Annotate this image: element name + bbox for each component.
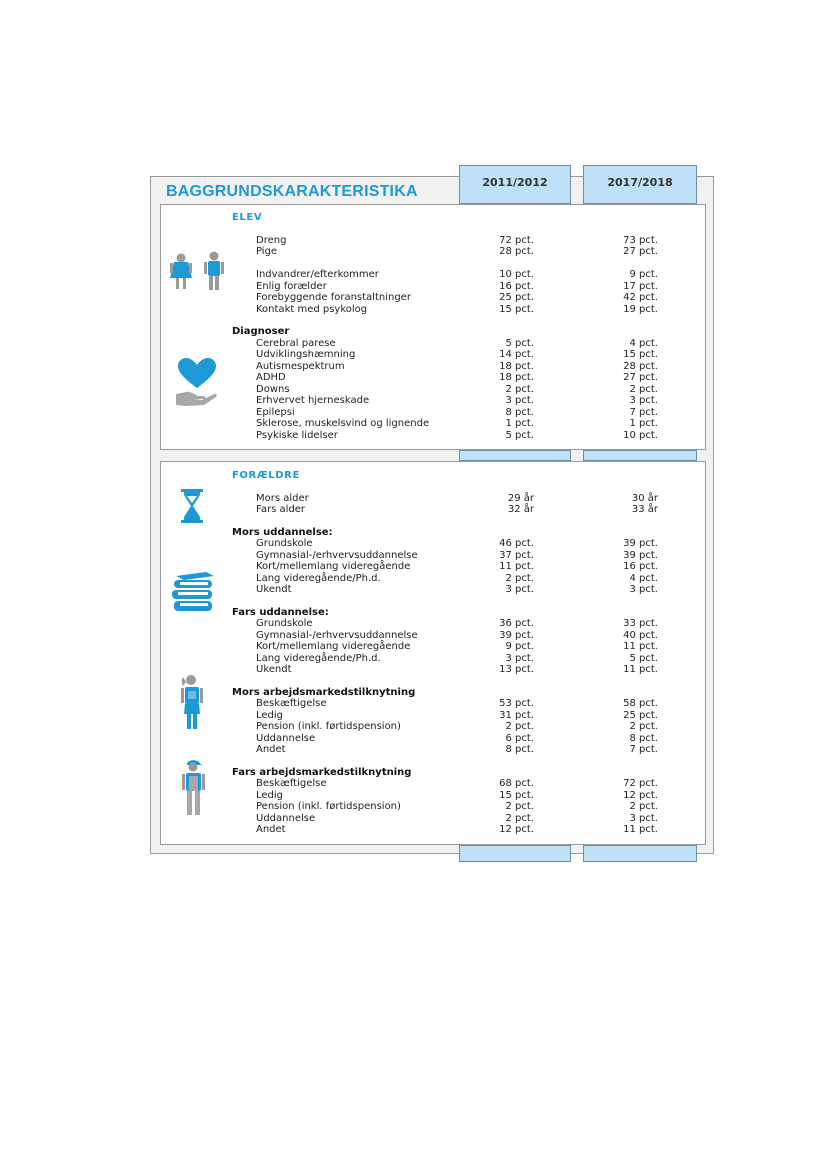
value-2011: 25 pct. <box>499 292 534 303</box>
heading-fars-arbejde: Fars arbejdsmarkedstilknytning <box>232 767 412 778</box>
row-label: Enlig forælder <box>256 281 327 292</box>
page-title: BAGGRUNDSKARAKTERISTIKA <box>166 183 418 200</box>
row-label: Psykiske lidelser <box>256 430 338 441</box>
value-2017: 42 pct. <box>623 292 658 303</box>
value-2017: 3 pct. <box>629 813 658 824</box>
value-2017: 25 pct. <box>623 710 658 721</box>
value-2011: 46 pct. <box>499 538 534 549</box>
value-2011: 14 pct. <box>499 349 534 360</box>
value-2011: 2 pct. <box>505 573 534 584</box>
row-label: Kort/mellemlang videregående <box>256 561 411 572</box>
row-label: Indvandrer/efterkommer <box>256 269 379 280</box>
value-2017: 30 år <box>631 493 658 504</box>
value-2011: 28 pct. <box>499 246 534 257</box>
value-2017: 2 pct. <box>629 801 658 812</box>
value-2017: 16 pct. <box>623 561 658 572</box>
value-2011: 8 pct. <box>505 744 534 755</box>
column-header-2011-2012: 2011/2012 <box>459 165 571 204</box>
row-label: Downs <box>256 384 290 395</box>
row-label: Ukendt <box>256 584 292 595</box>
value-2017: 73 pct. <box>623 235 658 246</box>
value-2017: 2 pct. <box>629 384 658 395</box>
row-label: Grundskole <box>256 538 313 549</box>
value-2011: 29 år <box>507 493 534 504</box>
row-label: Andet <box>256 824 286 835</box>
value-2017: 4 pct. <box>629 338 658 349</box>
value-2017: 1 pct. <box>629 418 658 429</box>
value-2011: 2 pct. <box>505 384 534 395</box>
value-2017: 8 pct. <box>629 733 658 744</box>
row-label: Gymnasial-/erhvervsuddannelse <box>256 630 418 641</box>
row-label: Lang videregående/Ph.d. <box>256 573 381 584</box>
value-2011: 11 pct. <box>499 561 534 572</box>
value-2017: 39 pct. <box>623 550 658 561</box>
row-label: Pige <box>256 246 278 257</box>
value-2017: 11 pct. <box>623 641 658 652</box>
value-2017: 72 pct. <box>623 778 658 789</box>
heading-fars-uddannelse: Fars uddannelse: <box>232 607 329 618</box>
column-header-2017-2018: 2017/2018 <box>583 165 697 204</box>
column-band <box>583 450 697 461</box>
value-2011: 2 pct. <box>505 721 534 732</box>
row-label: Uddannelse <box>256 733 316 744</box>
heart-in-hand-icon <box>176 358 218 408</box>
value-2011: 9 pct. <box>505 641 534 652</box>
value-2011: 31 pct. <box>499 710 534 721</box>
row-label: Ledig <box>256 710 284 721</box>
row-label: Epilepsi <box>256 407 295 418</box>
value-2011: 53 pct. <box>499 698 534 709</box>
row-label: Uddannelse <box>256 813 316 824</box>
value-2011: 3 pct. <box>505 395 534 406</box>
father-worker-icon <box>182 758 208 816</box>
value-2011: 39 pct. <box>499 630 534 641</box>
value-2011: 15 pct. <box>499 790 534 801</box>
value-2017: 11 pct. <box>623 664 658 675</box>
value-2017: 11 pct. <box>623 824 658 835</box>
value-2017: 58 pct. <box>623 698 658 709</box>
row-label: Mors alder <box>256 493 309 504</box>
value-2017: 3 pct. <box>629 395 658 406</box>
row-label: Fars alder <box>256 504 305 515</box>
heading-mors-uddannelse: Mors uddannelse: <box>232 527 333 538</box>
mother-worker-icon <box>180 674 206 730</box>
heading-diagnoser: Diagnoser <box>232 326 290 337</box>
row-label: Sklerose, muskelsvind og lignende <box>256 418 430 429</box>
value-2011: 32 år <box>507 504 534 515</box>
value-2017: 28 pct. <box>623 361 658 372</box>
value-2017: 15 pct. <box>623 349 658 360</box>
column-footer <box>583 845 697 862</box>
value-2011: 3 pct. <box>505 584 534 595</box>
row-label: Dreng <box>256 235 287 246</box>
value-2011: 3 pct. <box>505 653 534 664</box>
value-2017: 5 pct. <box>629 653 658 664</box>
value-2017: 19 pct. <box>623 304 658 315</box>
value-2017: 2 pct. <box>629 721 658 732</box>
column-footer <box>459 845 571 862</box>
value-2017: 7 pct. <box>629 744 658 755</box>
row-label: Beskæftigelse <box>256 778 327 789</box>
row-label: Gymnasial-/erhvervsuddannelse <box>256 550 418 561</box>
row-label: Cerebral parese <box>256 338 336 349</box>
value-2011: 18 pct. <box>499 361 534 372</box>
value-2017: 27 pct. <box>623 372 658 383</box>
row-label: Ledig <box>256 790 284 801</box>
value-2011: 5 pct. <box>505 430 534 441</box>
value-2011: 68 pct. <box>499 778 534 789</box>
value-2011: 37 pct. <box>499 550 534 561</box>
value-2011: 8 pct. <box>505 407 534 418</box>
value-2011: 72 pct. <box>499 235 534 246</box>
value-2011: 36 pct. <box>499 618 534 629</box>
hourglass-icon <box>181 489 203 523</box>
value-2017: 17 pct. <box>623 281 658 292</box>
value-2017: 33 år <box>631 504 658 515</box>
value-2011: 5 pct. <box>505 338 534 349</box>
value-2011: 6 pct. <box>505 733 534 744</box>
books-icon <box>172 572 214 612</box>
row-label: ADHD <box>256 372 286 383</box>
row-label: Pension (inkl. førtidspension) <box>256 801 401 812</box>
children-icon <box>168 250 228 292</box>
row-label: Grundskole <box>256 618 313 629</box>
row-label: Erhvervet hjerneskade <box>256 395 370 406</box>
row-label: Kontakt med psykolog <box>256 304 368 315</box>
row-label: Forebyggende foranstaltninger <box>256 292 411 303</box>
value-2017: 7 pct. <box>629 407 658 418</box>
value-2017: 4 pct. <box>629 573 658 584</box>
value-2011: 10 pct. <box>499 269 534 280</box>
row-label: Lang videregående/Ph.d. <box>256 653 381 664</box>
section-title-elev: ELEV <box>232 212 263 223</box>
row-label: Kort/mellemlang videregående <box>256 641 411 652</box>
row-label: Beskæftigelse <box>256 698 327 709</box>
value-2017: 3 pct. <box>629 584 658 595</box>
value-2017: 12 pct. <box>623 790 658 801</box>
row-label: Ukendt <box>256 664 292 675</box>
value-2011: 15 pct. <box>499 304 534 315</box>
value-2011: 16 pct. <box>499 281 534 292</box>
value-2011: 2 pct. <box>505 801 534 812</box>
row-label: Pension (inkl. førtidspension) <box>256 721 401 732</box>
heading-mors-arbejde: Mors arbejdsmarkedstilknytning <box>232 687 416 698</box>
value-2011: 13 pct. <box>499 664 534 675</box>
section-title-foraeldre: FORÆLDRE <box>232 470 300 481</box>
value-2017: 39 pct. <box>623 538 658 549</box>
value-2017: 9 pct. <box>629 269 658 280</box>
value-2017: 33 pct. <box>623 618 658 629</box>
value-2011: 12 pct. <box>499 824 534 835</box>
column-band <box>459 450 571 461</box>
value-2017: 10 pct. <box>623 430 658 441</box>
value-2011: 18 pct. <box>499 372 534 383</box>
value-2017: 40 pct. <box>623 630 658 641</box>
value-2011: 1 pct. <box>505 418 534 429</box>
row-label: Autismespektrum <box>256 361 345 372</box>
row-label: Udviklingshæmning <box>256 349 356 360</box>
value-2017: 27 pct. <box>623 246 658 257</box>
row-label: Andet <box>256 744 286 755</box>
value-2011: 2 pct. <box>505 813 534 824</box>
